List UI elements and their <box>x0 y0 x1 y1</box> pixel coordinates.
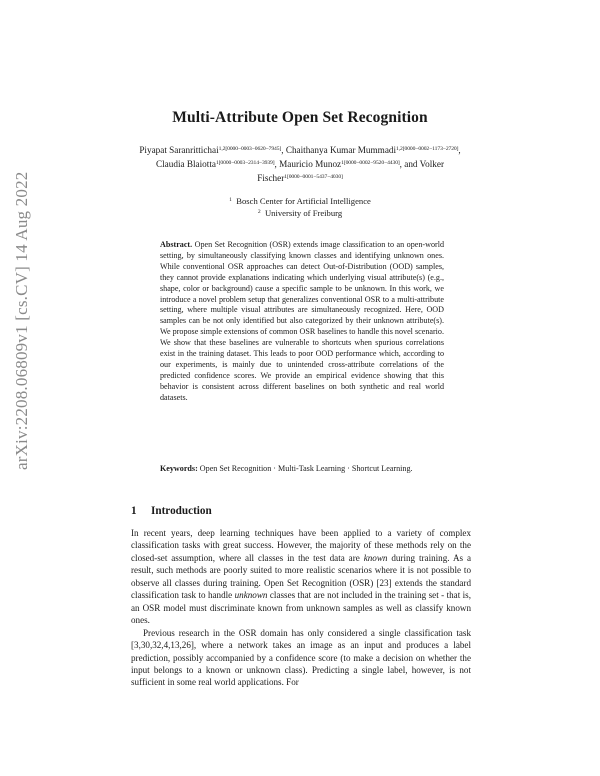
author-name: Claudia Blaiotta <box>156 159 216 170</box>
paragraph-text: during training. As a result, such methods are poorly suited to more realistic scenarios where it is not possible to observe all classes during training. Open Set Recognition (OSR) [23] extends the standard classification task to handle <box>131 552 471 601</box>
section-number: 1 <box>131 505 137 517</box>
author-name: Mauricio Munoz <box>279 159 342 170</box>
abstract-text: Open Set Recognition (OSR) extends image classification to an open-world setting, by simultaneously classifying known classes and identifying unknown ones. While conventional OSR approaches can detect Out-of-Distribution (OOD) samples, they cannot provide explanations indicating which underlying visual attribute(s) (e.g., shape, color or background) cause a specific sample to be unknown. In this work, we introduce a novel problem setup that generalizes conventional OSR to a multi-attribute setting, where multiple visual attributes are simultaneously recognized. Here, OOD samples can be not only identified but also categorized by their unknown attribute(s). We propose simple extensions of common OSR baselines to handle this novel scenario. We show that these baselines are vulnerable to shortcuts when spurious correlations exist in the training dataset. This leads to poor OOD performance which, according to our experiments, is mainly due to unintended cross-attribute correlations of the predicted confidence scores. We provide an empirical evidence showing that this behavior is consistent across different baselines on both synthetic and real world datasets. <box>160 240 444 402</box>
author-name: Piyapat Saranrittichai <box>139 145 219 155</box>
author-affiliation-orcid[interactable]: 1[0000−0001−5437−4030] <box>284 174 343 181</box>
affiliation-text: University of Freiburg <box>264 208 343 218</box>
affiliation-number: 2 <box>257 209 261 215</box>
author-list <box>130 143 470 186</box>
author-separator: , <box>458 145 461 155</box>
keywords <box>160 464 444 475</box>
affiliation-item <box>0 207 600 219</box>
abstract <box>160 240 444 404</box>
affiliation-text: Bosch Center for Artificial Intelligence <box>236 196 371 206</box>
paragraph-text: Previous research in the OSR domain has only considered a single classification task [3,30,32,4,13,26], where a network takes an image as an input and produces a label prediction, possibly accompanied by a confidence score (to make a decision on whether the input belongs to a known or unknown class). Predicting a single label, however, is not sufficient in some real world applications. For <box>131 627 471 688</box>
abstract-label: Abstract. <box>160 240 193 249</box>
affiliation-number: 1 <box>229 197 232 203</box>
emphasis-text: known <box>363 552 388 563</box>
author-separator: , and <box>399 159 420 170</box>
paragraph <box>131 627 471 689</box>
keywords-text: Open Set Recognition · Multi-Task Learning · Shortcut Learning. <box>199 464 413 473</box>
author-separator: , <box>274 159 280 170</box>
section-heading <box>131 505 212 517</box>
author-affiliation-orcid[interactable]: 1[0000−0002−9520−4430] <box>341 160 400 167</box>
paragraph-text: In recent years, deep learning techniques have been applied to a variety of complex classification tasks with great success. However, the majority of these methods rely on the closed-set assumption, where all classes in the test data are <box>131 528 471 563</box>
keywords-label: Keywords: <box>160 464 198 473</box>
paragraph-text: classes that are not included in the training set - that is, an OSR model must discriminate known from unknown samples as well as classify known ones. <box>131 590 471 626</box>
author-affiliation-orcid[interactable]: 1[0000−0003−2314−3939] <box>215 160 275 167</box>
author-name: Chaithanya Kumar Mummadi <box>285 145 397 155</box>
arxiv-identifier[interactable]: arXiv:2208.06809v1 [cs.CV] 14 Aug 2022 <box>12 171 31 470</box>
author-affiliation-orcid[interactable]: 1,2[0000−0002−1173−2720] <box>396 146 459 152</box>
affiliation-item <box>0 195 600 207</box>
paper-title: Multi-Attribute Open Set Recognition <box>172 109 428 126</box>
paragraph <box>131 527 471 627</box>
author-separator: , <box>281 145 286 155</box>
author-name: Volker Fischer <box>257 159 444 184</box>
affiliation-list <box>0 195 600 219</box>
emphasis-text: unknown <box>234 590 268 601</box>
section-body <box>131 527 471 689</box>
author-affiliation-orcid[interactable]: 1,2[0000−0003−0620−7945] <box>218 146 282 152</box>
section-title: Introduction <box>151 505 212 517</box>
